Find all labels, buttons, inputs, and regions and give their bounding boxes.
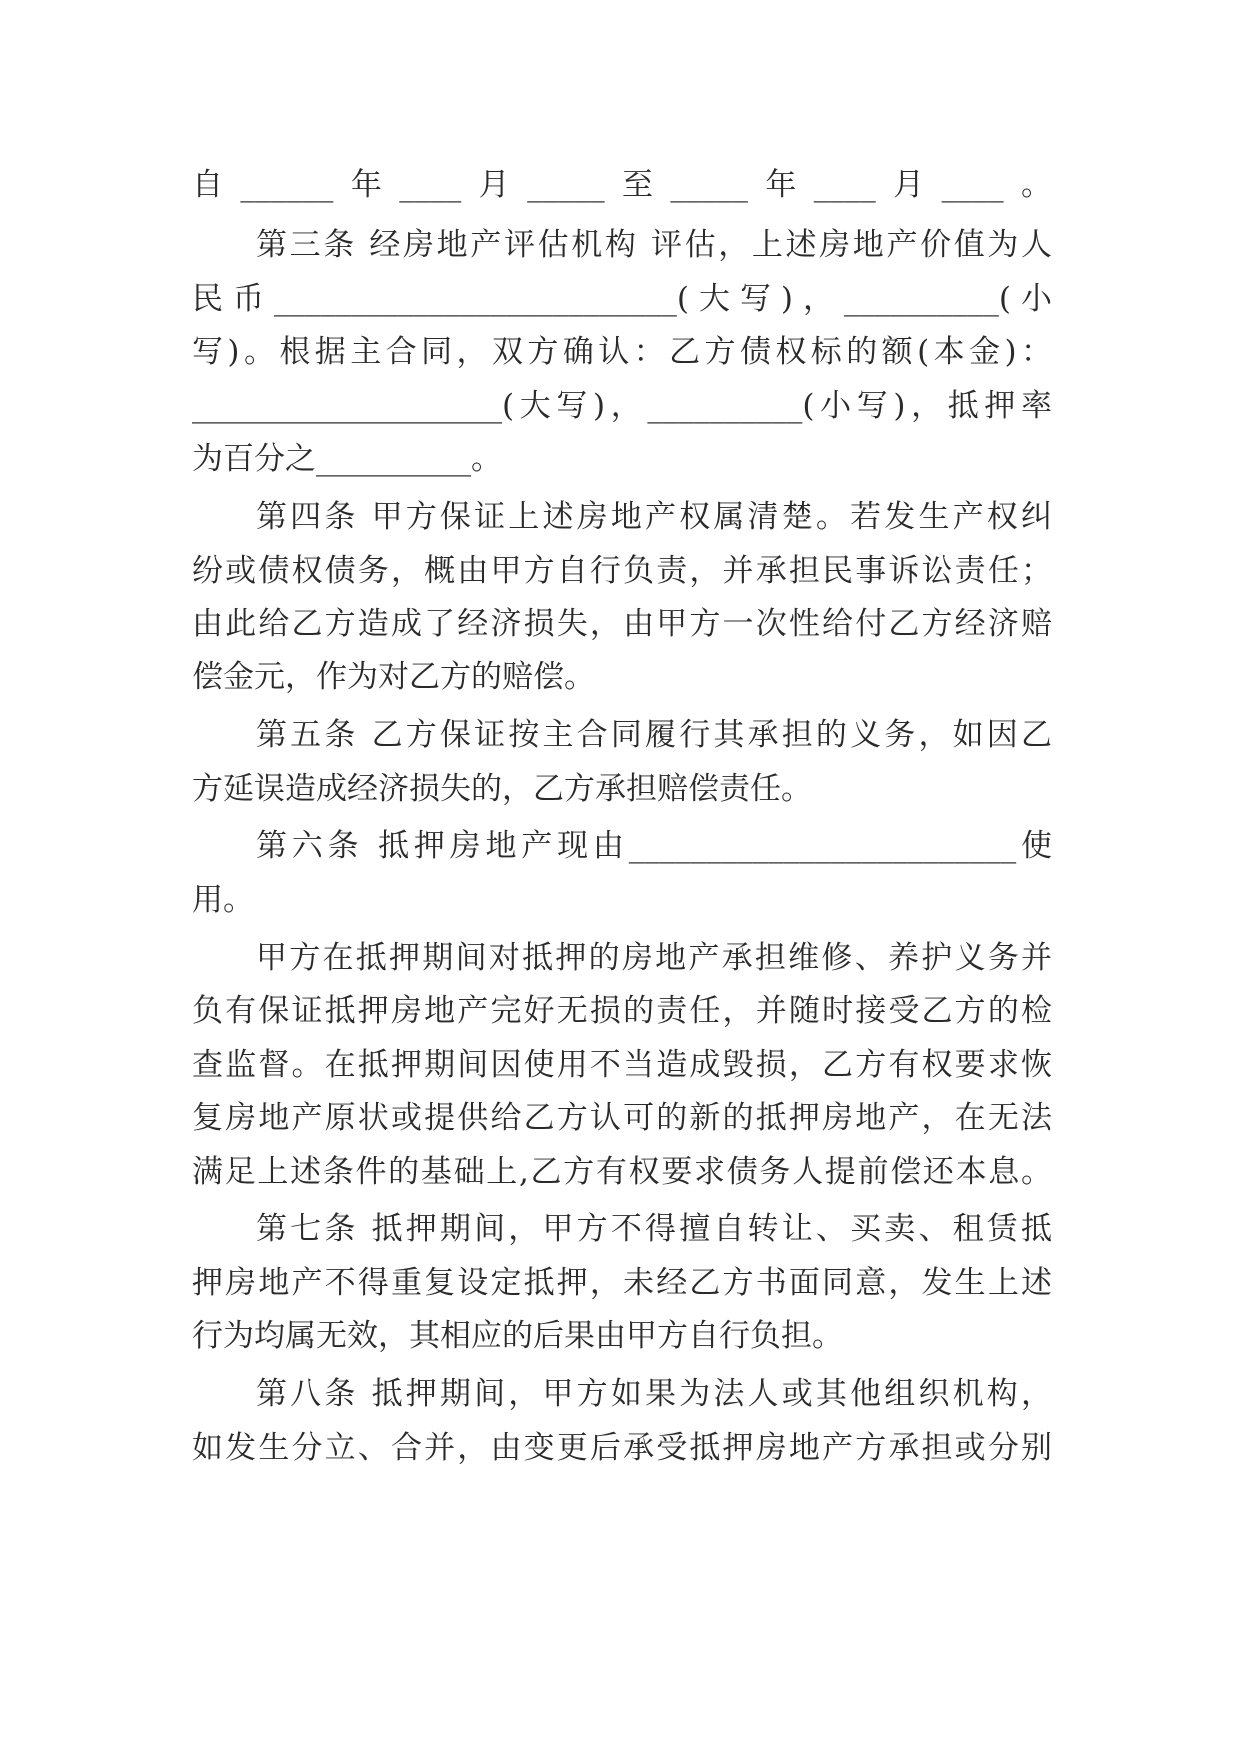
text-line: 如发生分立、合并，由变更后承受抵押房地产方承担或分别 xyxy=(192,1430,1052,1466)
text-line: 第八条 抵押期间，甲方如果为法人或其他组织机构， xyxy=(256,1376,1052,1412)
text-line: 由此给乙方造成了经济损失，由甲方一次性给付乙方经济赔 xyxy=(192,606,1052,642)
text-line: 方延误造成经济损失的，乙方承担赔偿责任。 xyxy=(192,771,812,807)
text-line: 纷或债权债务，概由甲方自行负责，并承担民事诉讼责任； xyxy=(192,553,1052,589)
text-line: 第四条 甲方保证上述房地产权属清楚。若发生产权纠 xyxy=(256,499,1052,535)
text-line: 第五条 乙方保证按主合同履行其承担的义务，如因乙 xyxy=(256,717,1052,753)
text-line: 偿金元，作为对乙方的赔偿。 xyxy=(192,659,595,695)
text-line: 自______年____月_____至_____年____月____。 xyxy=(192,167,1052,203)
text-line: 为百分之__________。 xyxy=(192,441,502,477)
text-line: ____________________(大写)，__________(小写)，抵押率 xyxy=(192,388,1052,424)
text-line: 满足上述条件的基础上,乙方有权要求债务人提前偿还本息。 xyxy=(192,1154,1052,1190)
text-line: 甲方在抵押期间对抵押的房地产承担维修、养护义务并 xyxy=(256,940,1052,976)
text-line: 第三条 经房地产评估机构 评估，上述房地产价值为人 xyxy=(256,227,1052,263)
text-line: 行为均属无效，其相应的后果由甲方自行负担。 xyxy=(192,1318,843,1354)
text-line: 第六条 抵押房地产现由_________________________使 xyxy=(256,828,1052,864)
text-line: 写)。根据主合同，双方确认：乙方债权标的额(本金)： xyxy=(192,334,1052,370)
text-line: 查监督。在抵押期间因使用不当造成毁损，乙方有权要求恢 xyxy=(192,1047,1052,1083)
text-line: 复房地产原状或提供给乙方认可的新的抵押房地产，在无法 xyxy=(192,1100,1052,1136)
text-line: 民币__________________________(大写)，__________(小 xyxy=(192,281,1052,317)
text-line: 第七条 抵押期间，甲方不得擅自转让、买卖、租赁抵 xyxy=(256,1211,1052,1247)
text-line: 押房地产不得重复设定抵押，未经乙方书面同意，发生上述 xyxy=(192,1265,1052,1301)
text-line: 用。 xyxy=(192,882,254,918)
text-line: 负有保证抵押房地产完好无损的责任，并随时接受乙方的检 xyxy=(192,993,1052,1029)
